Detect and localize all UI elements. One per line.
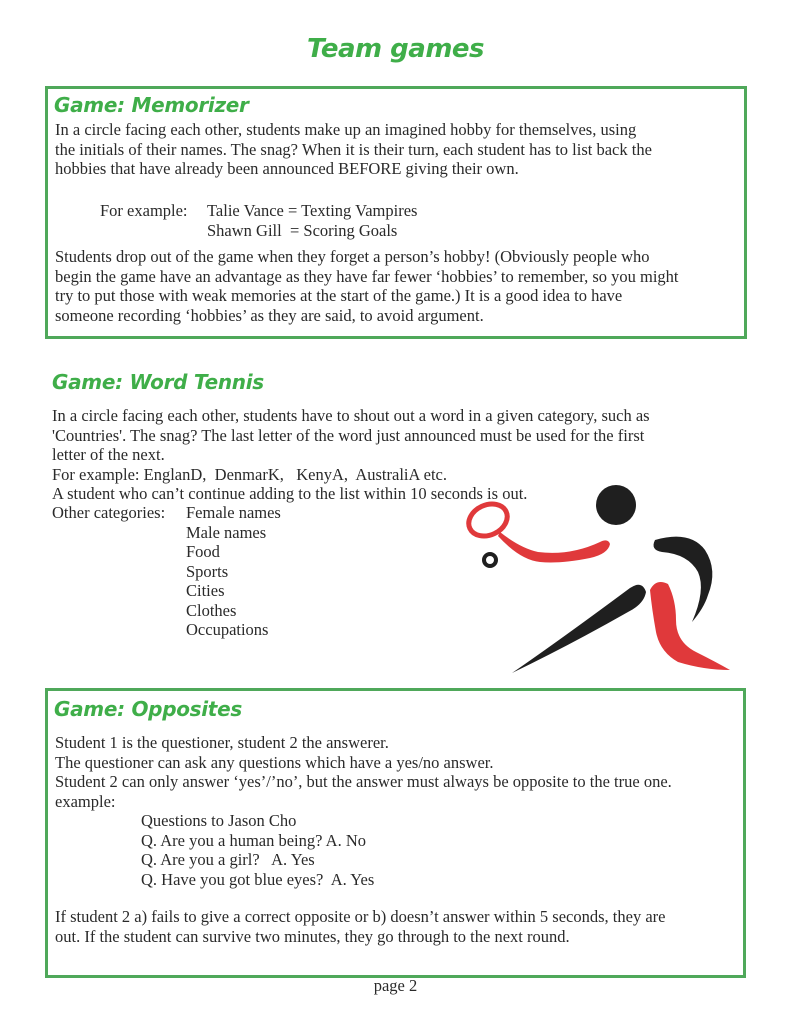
memorizer-intro — [55, 120, 745, 179]
category-item: Sports — [186, 561, 229, 581]
text-line: In a circle facing each other, students have to shout out a word in a given category, such as — [52, 406, 650, 425]
example-line: Talie Vance = Texting Vampires — [207, 201, 418, 220]
text-line: A student who can’t continue adding to the list within 10 seconds is out. — [52, 484, 528, 503]
example-line: Q. Are you a girl? A. Yes — [141, 850, 315, 869]
text-line: For example: EnglanD, DenmarK, KenyA, AustraliA etc. — [52, 464, 447, 484]
memorizer-title: Game: Memorizer — [54, 93, 249, 117]
memorizer-outro — [55, 247, 747, 325]
text-line: 'Countries'. The snag? The last letter of the word just announced must be used for the first — [52, 425, 645, 445]
text-line: The questioner can ask any questions which have a yes/no answer. — [55, 752, 494, 772]
text-line: the initials of their names. The snag? When it is their turn, each student has to list back the — [55, 139, 652, 159]
example-line: Q. Are you a human being? A. No — [141, 830, 366, 850]
page-number: page 2 — [373, 976, 418, 995]
text-line: In a circle facing each other, students make up an imagined hobby for themselves, using — [55, 120, 637, 139]
opposites-title: Game: Opposites — [54, 697, 242, 721]
category-item: Food — [186, 542, 220, 561]
category-item: Female names — [186, 503, 281, 522]
category-item: Cities — [186, 581, 225, 600]
example-line: Q. Have you got blue eyes? A. Yes — [141, 869, 375, 889]
text-line: example: — [55, 791, 116, 811]
opposites-section — [45, 688, 746, 978]
text-line: try to put those with weak memories at the start of the game.) It is a good idea to have — [55, 286, 623, 305]
text-line: someone recording ‘hobbies’ as they are said, to avoid argument. — [55, 305, 484, 325]
text-line: If student 2 a) fails to give a correct opposite or b) doesn’t answer within 5 seconds, they are — [55, 907, 666, 926]
categories-list — [186, 503, 281, 640]
example-line: Questions to Jason Cho — [141, 811, 297, 830]
text-line: out. If the student can survive two minutes, they go through to the next round. — [55, 926, 570, 946]
text-line: hobbies that have already been announced BEFORE giving their own. — [55, 159, 519, 178]
tennis-player-icon — [460, 470, 750, 680]
word-tennis-title: Game: Word Tennis — [52, 370, 264, 394]
example-line: Shawn Gill = Scoring Goals — [207, 220, 398, 240]
opposites-examples — [141, 811, 374, 889]
memorizer-examples — [207, 201, 417, 240]
opposites-intro — [55, 733, 745, 811]
memorizer-section — [45, 86, 747, 339]
opposites-outro — [55, 907, 745, 946]
text-line: Students drop out of the game when they forget a person’s hobby! (Obviously people who — [55, 247, 650, 266]
page-title: Team games — [306, 34, 485, 64]
category-item: Clothes — [186, 600, 237, 620]
category-item: Occupations — [186, 620, 269, 639]
category-item: Male names — [186, 522, 267, 542]
text-line: Student 1 is the questioner, student 2 the answerer. — [55, 733, 389, 752]
text-line: letter of the next. — [52, 445, 165, 464]
memorizer-example-label: For example: — [100, 201, 188, 220]
text-line: begin the game have an advantage as they have far fewer ‘hobbies’ to remember, so you might — [55, 266, 679, 286]
text-line: Student 2 can only answer ‘yes’/’no’, but the answer must always be opposite to the true one. — [55, 772, 672, 791]
categories-label: Other categories: — [52, 503, 166, 522]
